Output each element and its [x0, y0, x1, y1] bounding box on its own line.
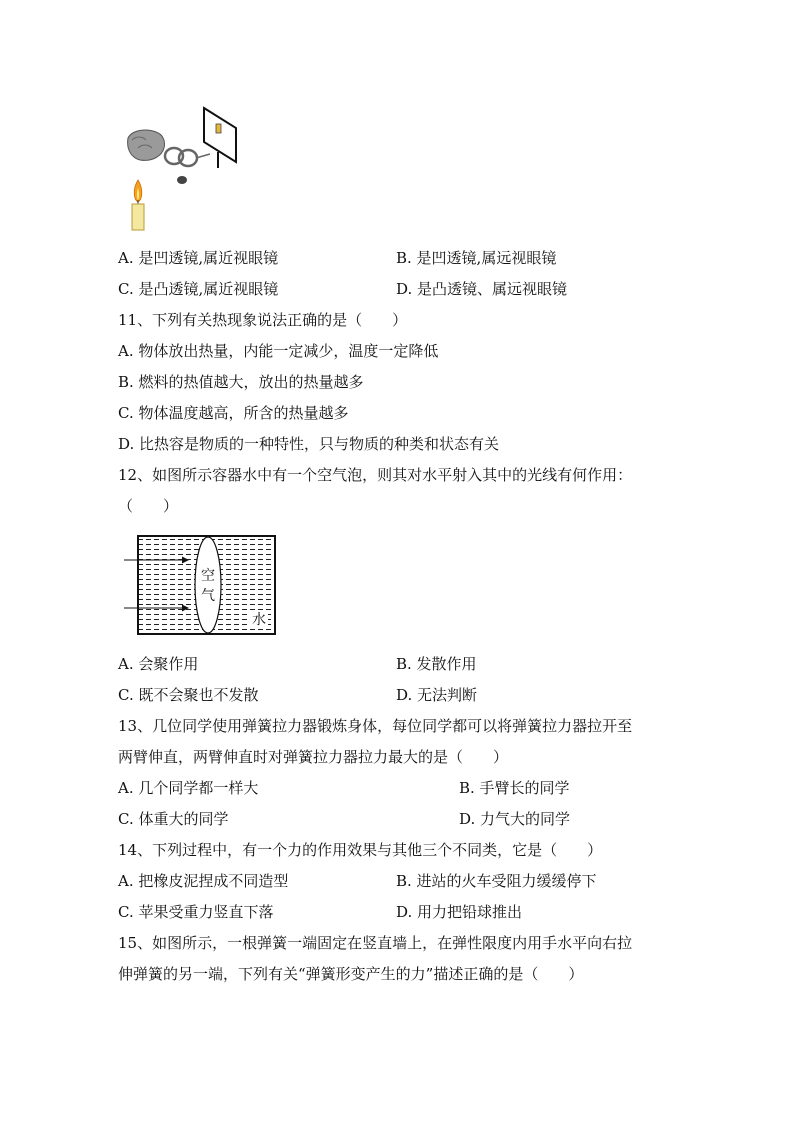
lens-experiment-figure: [118, 100, 243, 235]
q13-option-b[interactable]: B. 手臂长的同学: [459, 779, 570, 797]
screen-icon: [204, 108, 236, 168]
q13-stem-line1: 13、几位同学使用弹簧拉力器锻炼身体，每位同学都可以将弹簧拉力器拉开至: [118, 717, 633, 735]
q13-option-d[interactable]: D. 力气大的同学: [459, 810, 571, 828]
q14-option-a[interactable]: A. 把橡皮泥捏成不同造型: [118, 872, 289, 890]
q13-option-c[interactable]: C. 体重大的同学: [118, 810, 229, 828]
q12-option-a[interactable]: A. 会聚作用: [118, 655, 199, 673]
water-air-bubble-figure: [122, 532, 280, 638]
q12-option-d[interactable]: D. 无法判断: [396, 686, 478, 704]
air-label-1: 空: [201, 568, 215, 584]
candle-icon: [132, 180, 144, 230]
q12-option-b[interactable]: B. 发散作用: [396, 655, 477, 673]
q14-option-d[interactable]: D. 用力把铅球推出: [396, 903, 523, 921]
air-label-2: 气: [201, 588, 215, 604]
q12-stem-line2: （ ）: [118, 497, 179, 515]
air-bubble: [195, 537, 221, 633]
q10-option-d[interactable]: D. 是凸透镜、属远视眼镜: [396, 280, 568, 298]
q15-stem-line2: 伸弹簧的另一端，下列有关“弹簧形变产生的力”描述正确的是（ ）: [118, 965, 584, 983]
hand-icon: [128, 130, 165, 160]
water-label: 水: [252, 612, 266, 628]
q11-option-b[interactable]: B. 燃料的热值越大，放出的热量越多: [118, 373, 364, 391]
glasses-icon: [165, 148, 210, 184]
q11-stem: 11、下列有关热现象说法正确的是（ ）: [118, 311, 408, 329]
q13-option-a[interactable]: A. 几个同学都一样大: [118, 779, 259, 797]
q10-option-c[interactable]: C. 是凸透镜,属近视眼镜: [118, 280, 279, 298]
q14-stem: 14、下列过程中，有一个力的作用效果与其他三个不同类，它是（ ）: [118, 841, 603, 859]
q13-stem-line2: 两臂伸直，两臂伸直时对弹簧拉力器拉力最大的是（ ）: [118, 748, 509, 766]
q11-option-a[interactable]: A. 物体放出热量，内能一定减少，温度一定降低: [118, 342, 439, 360]
q10-option-a[interactable]: A. 是凹透镜,属近视眼镜: [118, 249, 279, 267]
q12-stem-line1: 12、如图所示容器水中有一个空气泡，则其对水平射入其中的光线有何作用：: [118, 466, 633, 484]
q11-option-c[interactable]: C. 物体温度越高，所含的热量越多: [118, 404, 349, 422]
q10-option-b[interactable]: B. 是凹透镜,属远视眼镜: [396, 249, 557, 267]
q11-option-d[interactable]: D. 比热容是物质的一种特性，只与物质的种类和状态有关: [118, 435, 500, 453]
q14-option-c[interactable]: C. 苹果受重力竖直下落: [118, 903, 274, 921]
q12-option-c[interactable]: C. 既不会聚也不发散: [118, 686, 259, 704]
q14-option-b[interactable]: B. 进站的火车受阻力缓缓停下: [396, 872, 597, 890]
q15-stem-line1: 15、如图所示，一根弹簧一端固定在竖直墙上，在弹性限度内用手水平向右拉: [118, 934, 633, 952]
